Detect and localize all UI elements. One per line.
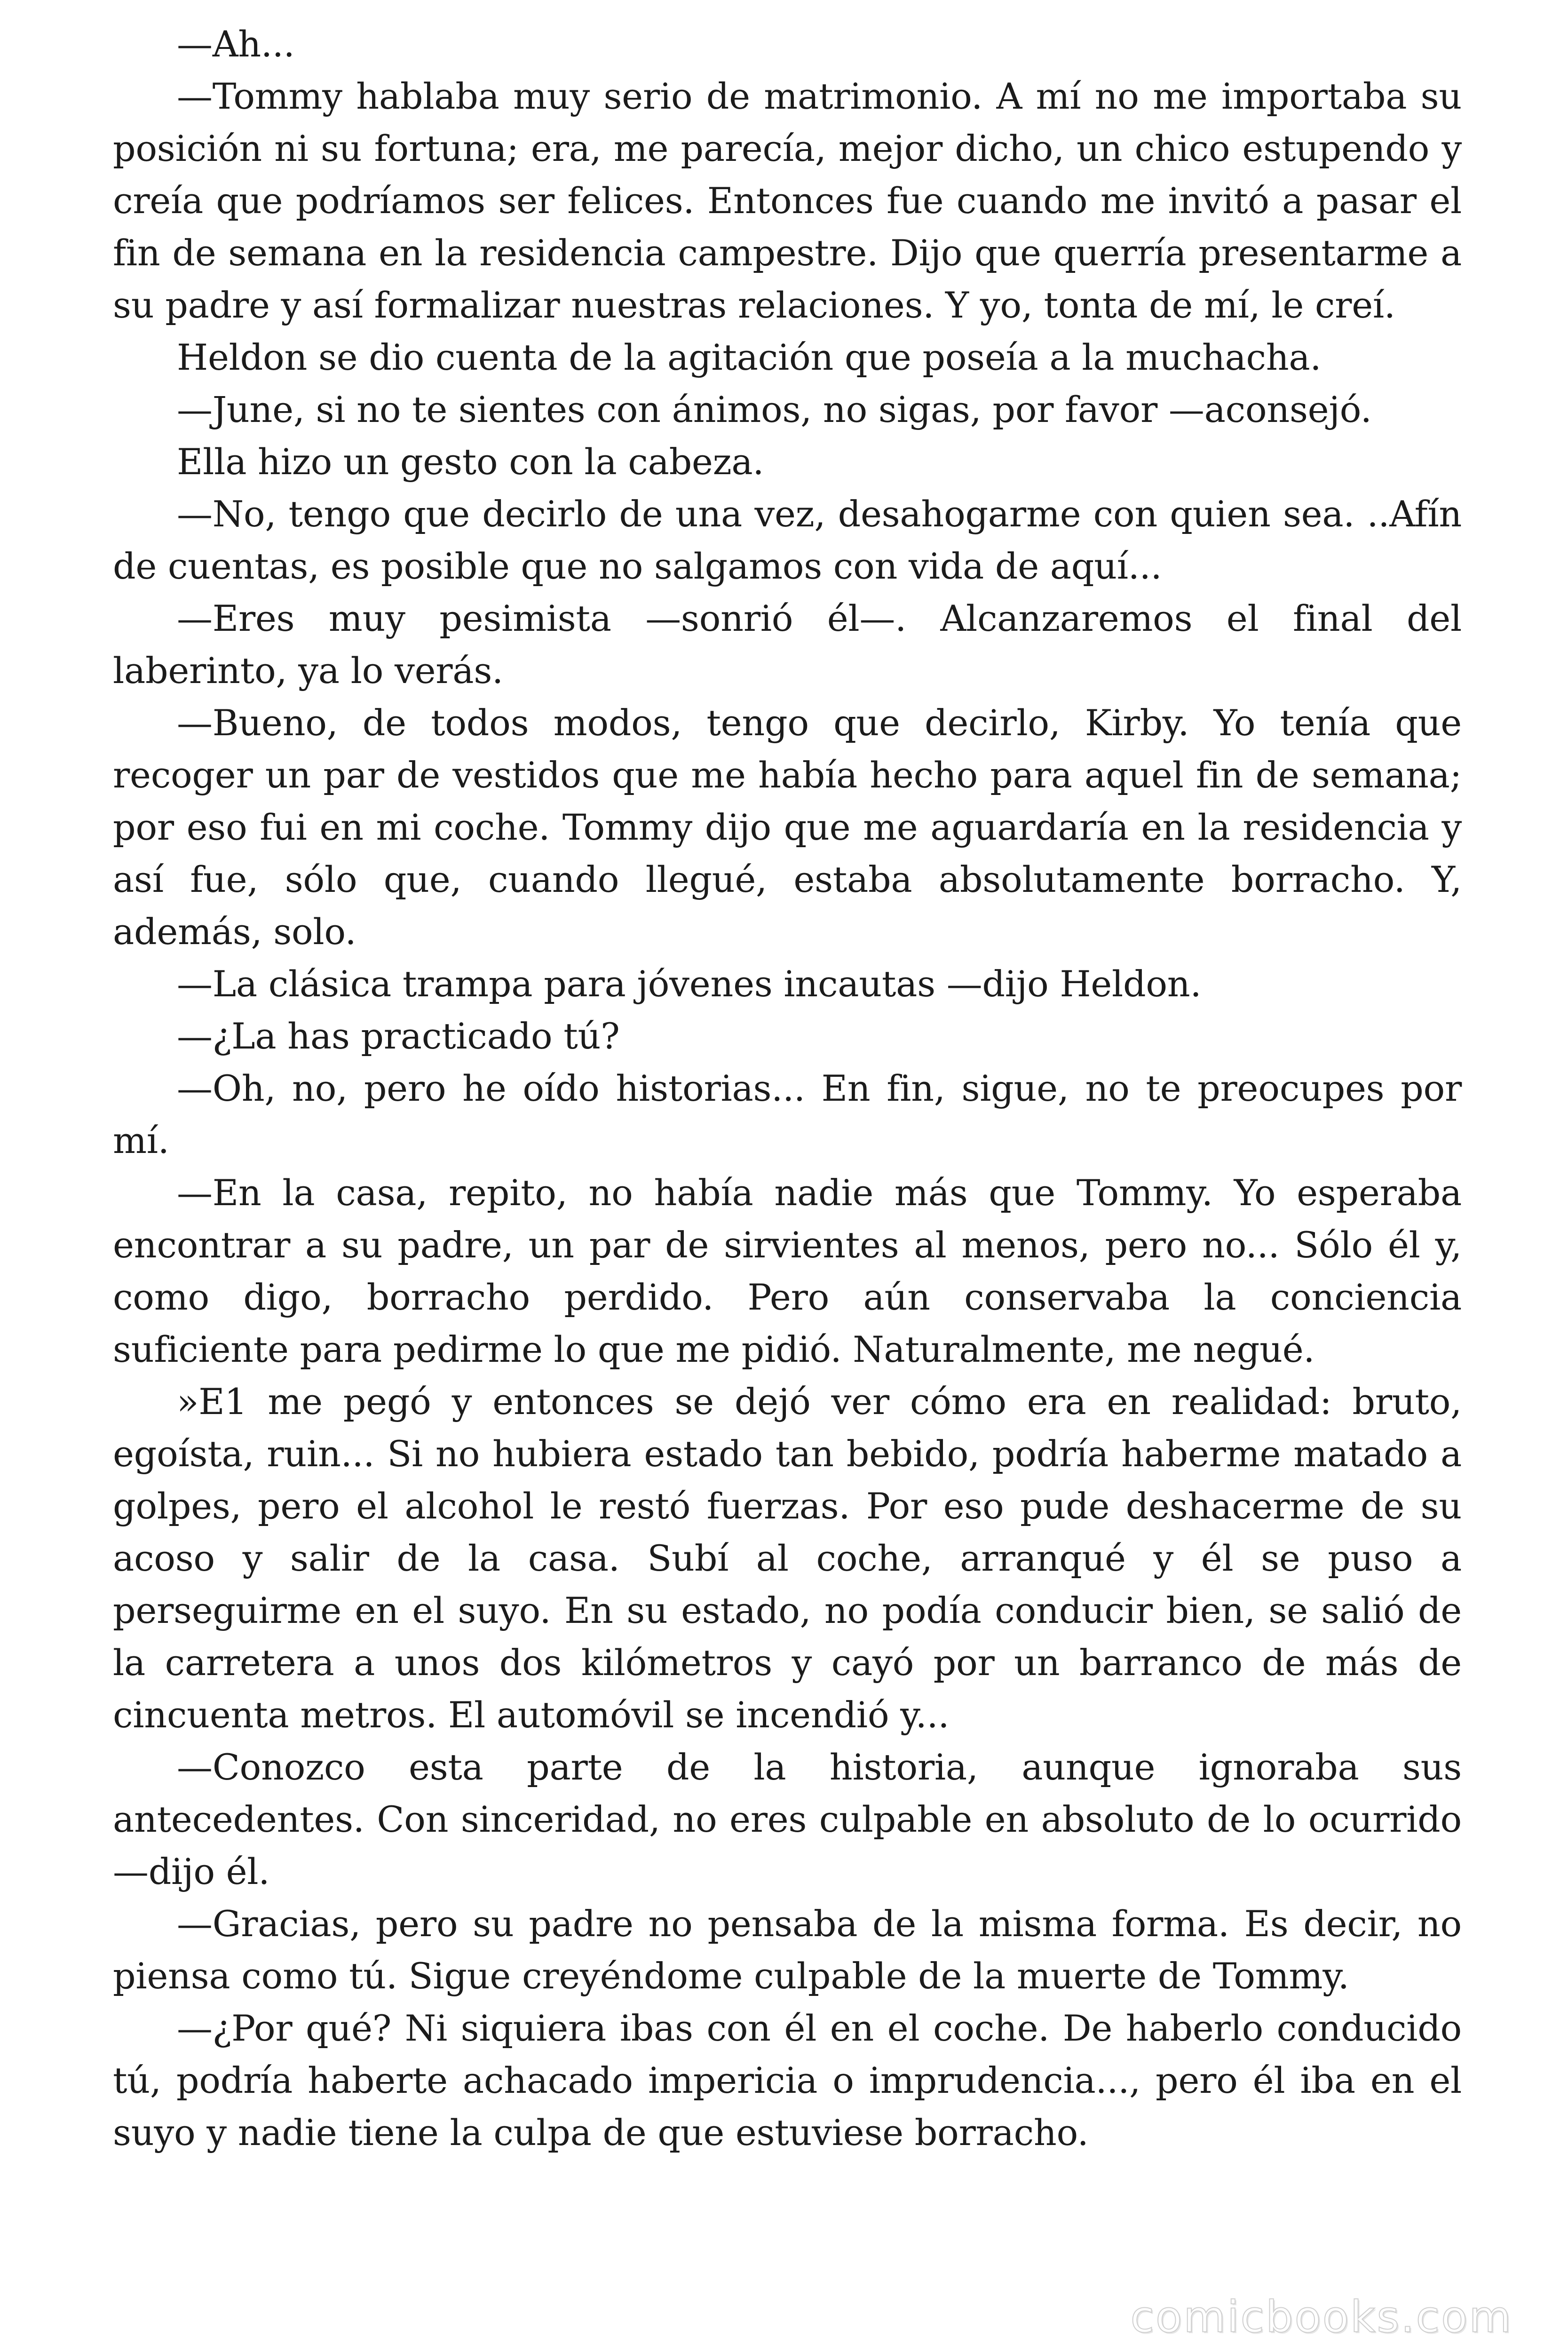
paragraph: —La clásica trampa para jóvenes incautas —dijo Heldon. <box>177 963 1202 1005</box>
paragraph: —Tommy hablaba muy serio de matrimonio. A mí no me importaba su posición ni su fortuna; era, me parecía, mejor dicho, un chico estupendo y creía que podríamos ser felices. Entonces fue cuando me invitó a pasar el fin de semana en la residencia campestre. Dijo que querría presentarme a su padre y así formalizar nuestras relaciones. Y yo, tonta de mí, le creí. <box>113 75 1462 326</box>
paragraph: —Gracias, pero su padre no pensaba de la misma forma. Es decir, no piensa como tú. Sigue creyéndome culpable de la muerte de Tommy. <box>113 1903 1462 1997</box>
paragraph: —En la casa, repito, no había nadie más que Tommy. Yo esperaba encontrar a su padre, un par de sirvientes al menos, pero no... Sólo él y, como digo, borracho perdido. Pero aún conservaba la conciencia suficiente para pedirme lo que me pidió. Naturalmente, me negué. <box>113 1172 1462 1370</box>
body-text <box>113 18 1462 2159</box>
paragraph: —Ah... <box>177 23 295 65</box>
paragraph: —Eres muy pesimista —sonrió él—. Alcanzaremos el final del laberinto, ya lo verás. <box>113 597 1462 691</box>
watermark: comicbooks.com <box>1130 2292 1513 2342</box>
paragraph: Ella hizo un gesto con la cabeza. <box>177 441 764 483</box>
paragraph: —June, si no te sientes con ánimos, no sigas, por favor —aconsejó. <box>177 389 1372 430</box>
paragraph: —Bueno, de todos modos, tengo que decirlo, Kirby. Yo tenía que recoger un par de vestidos que me había hecho para aquel fin de semana; por eso fui en mi coche. Tommy dijo que me aguardaría en la residencia y así fue, sólo que, cuando llegué, estaba absolutamente borracho. Y, además, solo. <box>113 702 1462 953</box>
paragraph: —Oh, no, pero he oído historias... En fin, sigue, no te preocupes por mí. <box>113 1067 1462 1161</box>
paragraph: —No, tengo que decirlo de una vez, desahogarme con quien sea. ..Afín de cuentas, es posible que no salgamos con vida de aquí... <box>113 493 1462 587</box>
paragraph: Heldon se dio cuenta de la agitación que poseía a la muchacha. <box>177 336 1322 378</box>
paragraph: —¿La has practicado tú? <box>177 1015 620 1057</box>
paragraph: —Conozco esta parte de la historia, aunque ignoraba sus antecedentes. Con sinceridad, no eres culpable en absoluto de lo ocurrido —dijo él. <box>113 1746 1462 1892</box>
paragraph: —¿Por qué? Ni siquiera ibas con él en el coche. De haberlo conducido tú, podría haberte achacado impericia o imprudencia..., pero él iba en el suyo y nadie tiene la culpa de que estuviese borracho. <box>113 2007 1462 2153</box>
paragraph: »E1 me pegó y entonces se dejó ver cómo era en realidad: bruto, egoísta, ruin... Si no hubiera estado tan bebido, podría haberme matado a golpes, pero el alcohol le restó fuerzas. Por eso pude deshacerme de su acoso y salir de la casa. Subí al coche, arranqué y él se puso a perseguirme en el suyo. En su estado, no podía conducir bien, se salió de la carretera a unos dos kilómetros y cayó por un barranco de más de cincuenta metros. El automóvil se incendió y... <box>113 1381 1462 1736</box>
